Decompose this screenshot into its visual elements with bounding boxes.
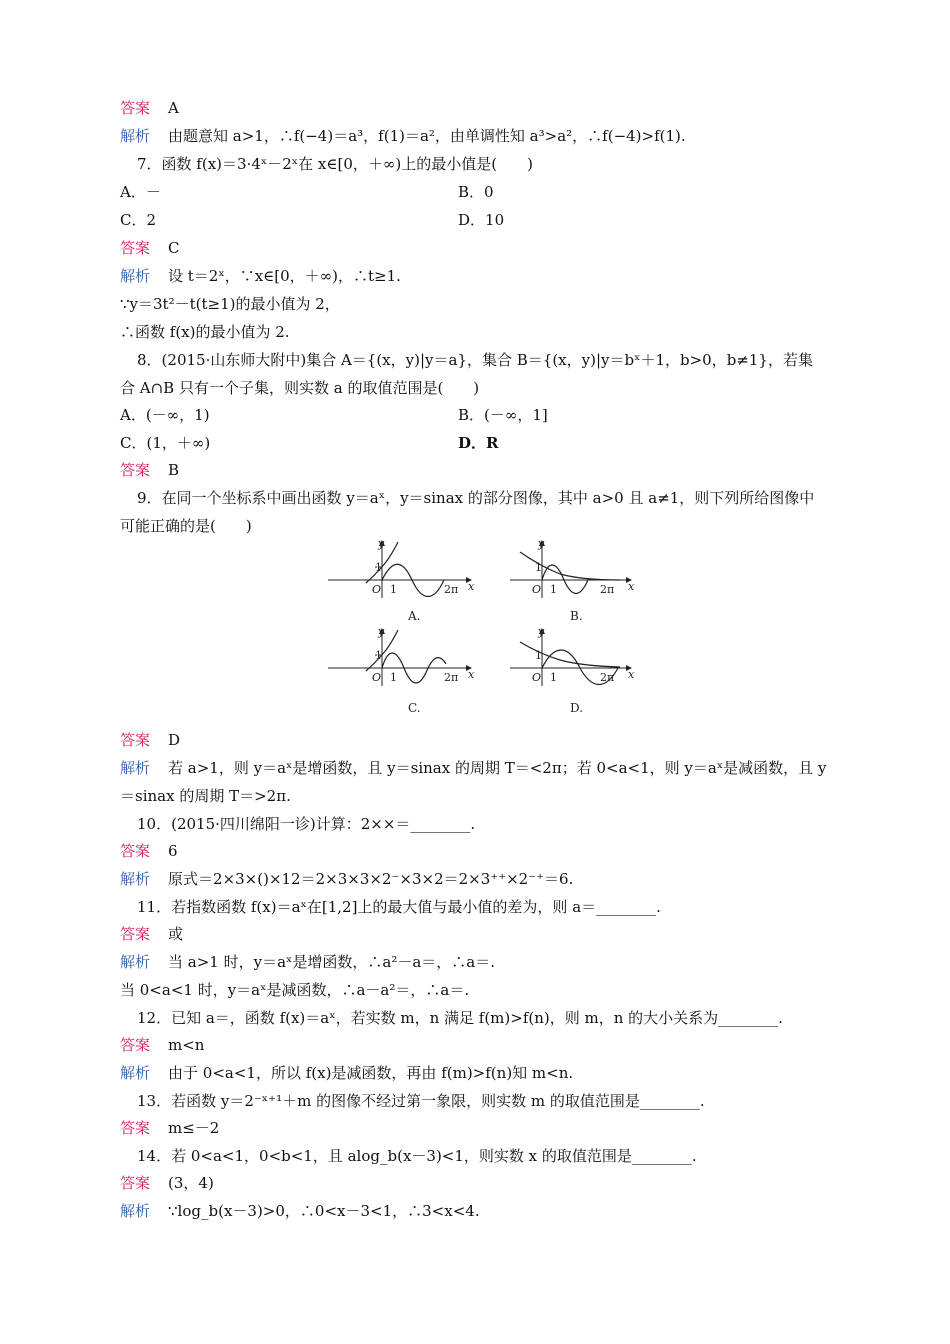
analysis-label: 解析: [120, 1064, 151, 1082]
analysis-text: 原式＝2×3×()×12＝2×3×3×2⁻×3×2＝2×3⁺⁺×2⁻⁺＝6.: [168, 870, 574, 888]
answer-value: m≤－2: [168, 1119, 220, 1137]
answer-label: 答案: [120, 239, 151, 257]
q14-analysis-line: [120, 1201, 480, 1221]
q8-option-c: C．(1，＋∞): [120, 434, 211, 452]
graph-b-two-pi: 2π: [600, 583, 615, 596]
graph-a-y-label: y: [378, 538, 385, 550]
answer-label: 答案: [120, 1036, 151, 1054]
graph-d-y-label: y: [538, 625, 545, 638]
graph-b-x-label: x: [628, 580, 635, 593]
q7-analysis-line-2: ∵y＝3t²－t(t≥1)的最小值为 2，: [120, 295, 340, 313]
graph-d-origin: O: [532, 671, 542, 684]
analysis-label: 解析: [120, 1202, 151, 1220]
analysis-label: 解析: [120, 127, 151, 145]
q9-figure: [320, 538, 640, 723]
analysis-text: 设 t＝2ˣ，∵x∈[0，＋∞)，∴t≥1.: [168, 267, 401, 285]
q9-analysis-line: [120, 758, 826, 778]
q8-stem-line-2: 合 A∩B 只有一个子集，则实数 a 的取值范围是( ): [120, 379, 480, 397]
q9-analysis-line-2: ＝sinax 的周期 T＝>2π.: [120, 787, 291, 805]
answer-label: 答案: [120, 1119, 151, 1137]
graph-c: [328, 625, 475, 715]
q7-option-c: C．2: [120, 211, 157, 229]
graph-d-two-pi: 2π: [600, 671, 615, 684]
graph-d-x-tick: 1: [550, 671, 557, 684]
analysis-text: 由题意知 a>1，∴f(−4)＝a³，f(1)＝a²，由单调性知 a³>a²，∴f(−4)>f(1).: [168, 127, 686, 145]
q8-stem-line-1: 8．(2015·山东师大附中)集合 A＝{(x，y)|y＝a}，集合 B＝{(x，y)|y＝bˣ＋1，b>0，b≠1}，若集: [137, 351, 813, 369]
q12-stem: 12．已知 a＝，函数 f(x)＝aˣ，若实数 m，n 满足 f(m)>f(n)，则 m，n 的大小关系为________.: [137, 1009, 783, 1027]
q7-option-b: B．0: [458, 183, 494, 201]
analysis-text: 由于 0<a<1，所以 f(x)是减函数，再由 f(m)>f(n)知 m<n.: [168, 1064, 574, 1082]
analysis-label: 解析: [120, 953, 151, 971]
q13-answer-line: [120, 1118, 219, 1138]
answer-label: 答案: [120, 461, 151, 479]
graph-c-y-label: y: [378, 625, 385, 638]
answer-value: 6: [168, 842, 178, 860]
graph-b-y-tick: 1: [535, 561, 542, 574]
graph-c-x-tick: 1: [390, 671, 397, 684]
answer-value: m<n: [168, 1036, 205, 1054]
q10-analysis-line: [120, 869, 573, 889]
q11-answer-line: [120, 924, 183, 944]
answer-label: 答案: [120, 731, 151, 749]
analysis-label: 解析: [120, 759, 151, 777]
q7-stem: 7．函数 f(x)＝3·4ˣ－2ˣ在 x∈[0，＋∞)上的最小值是( ): [137, 155, 533, 173]
q10-stem: 10．(2015·四川绵阳一诊)计算：2××＝________.: [137, 815, 476, 833]
graph-a-x-tick: 1: [390, 583, 397, 596]
graph-c-y-tick: 1: [375, 649, 382, 662]
answer-value: D: [168, 731, 181, 749]
q8-option-b: B．(－∞，1]: [458, 406, 548, 424]
answer-value: C: [168, 239, 180, 257]
q9-stem-line-2: 可能正确的是( ): [120, 517, 252, 535]
graph-a-x-label: x: [468, 580, 475, 593]
q12-analysis-line: [120, 1063, 573, 1083]
q11-analysis-line-2: 当 0<a<1 时，y＝aˣ是减函数，∴a－a²＝，∴a＝.: [120, 981, 470, 999]
graph-c-two-pi: 2π: [444, 671, 459, 684]
graph-c-label: C.: [408, 701, 421, 715]
answer-value: 或: [168, 925, 184, 943]
q11-stem: 11．若指数函数 f(x)＝aˣ在[1,2]上的最大值与最小值的差为，则 a＝________.: [137, 898, 661, 916]
q7-analysis-line-3: ∴函数 f(x)的最小值为 2.: [120, 323, 290, 341]
q9-answer-line: [120, 730, 180, 750]
q7-answer-line: [120, 238, 180, 258]
graph-b-x-tick: 1: [550, 583, 557, 596]
analysis-text: 当 a>1 时，y＝aˣ是增函数，∴a²－a＝，∴a＝.: [168, 953, 495, 971]
q10-answer-line: [120, 841, 178, 861]
graph-d: [510, 625, 635, 715]
graph-c-x-label: x: [468, 668, 475, 681]
graph-a-label: A.: [408, 609, 421, 623]
q7-option-d: D．10: [458, 211, 505, 229]
q9-stem-line-1: 9．在同一个坐标系中画出函数 y＝aˣ，y＝sinax 的部分图像，其中 a>0 且 a≠1，则下列所给图像中: [137, 489, 815, 507]
analysis-label: 解析: [120, 267, 151, 285]
answer-label: 答案: [120, 1174, 151, 1192]
graph-a-y-tick: 1: [375, 561, 382, 574]
q14-answer-line: [120, 1173, 214, 1193]
graph-a-origin: O: [372, 583, 382, 596]
graph-b-label: B.: [570, 609, 583, 623]
graph-d-label: D.: [570, 701, 584, 715]
q7-option-a: A．－: [120, 183, 161, 201]
q14-stem: 14．若 0<a<1，0<b<1，且 alog_b(x－3)<1，则实数 x 的取值范围是________.: [137, 1147, 697, 1165]
answer-label: 答案: [120, 925, 151, 943]
graph-b-y-label: y: [538, 538, 545, 550]
q6-analysis-line: [120, 126, 686, 146]
graph-b: [510, 538, 635, 623]
answer-value: (3，4): [168, 1174, 214, 1192]
analysis-text: 若 a>1，则 y＝aˣ是增函数，且 y＝sinax 的周期 T＝<2π；若 0<a<1，则 y＝aˣ是减函数，且 y: [168, 759, 827, 777]
graph-b-origin: O: [532, 583, 542, 596]
q8-answer-line: [120, 460, 179, 480]
graph-c-origin: O: [372, 671, 382, 684]
q13-stem: 13．若函数 y＝2⁻ˣ⁺¹＋m 的图像不经过第一象限，则实数 m 的取值范围是________.: [137, 1092, 705, 1110]
graph-d-x-label: x: [628, 668, 635, 681]
answer-label: 答案: [120, 99, 151, 117]
q12-answer-line: [120, 1035, 204, 1055]
graph-a-two-pi: 2π: [444, 583, 459, 596]
graph-d-y-tick: 1: [535, 649, 542, 662]
graph-a: [328, 538, 475, 623]
q7-analysis-line: [120, 266, 401, 286]
q11-analysis-line: [120, 952, 495, 972]
analysis-text: ∵log_b(x－3)>0，∴0<x－3<1，∴3<x<4.: [168, 1202, 480, 1220]
q8-option-d: D．R: [458, 434, 499, 452]
answer-value: A: [168, 99, 179, 117]
answer-value: B: [168, 461, 180, 479]
analysis-label: 解析: [120, 870, 151, 888]
q6-answer-line: [120, 98, 179, 118]
answer-label: 答案: [120, 842, 151, 860]
q8-option-a: A．(－∞，1): [120, 406, 210, 424]
